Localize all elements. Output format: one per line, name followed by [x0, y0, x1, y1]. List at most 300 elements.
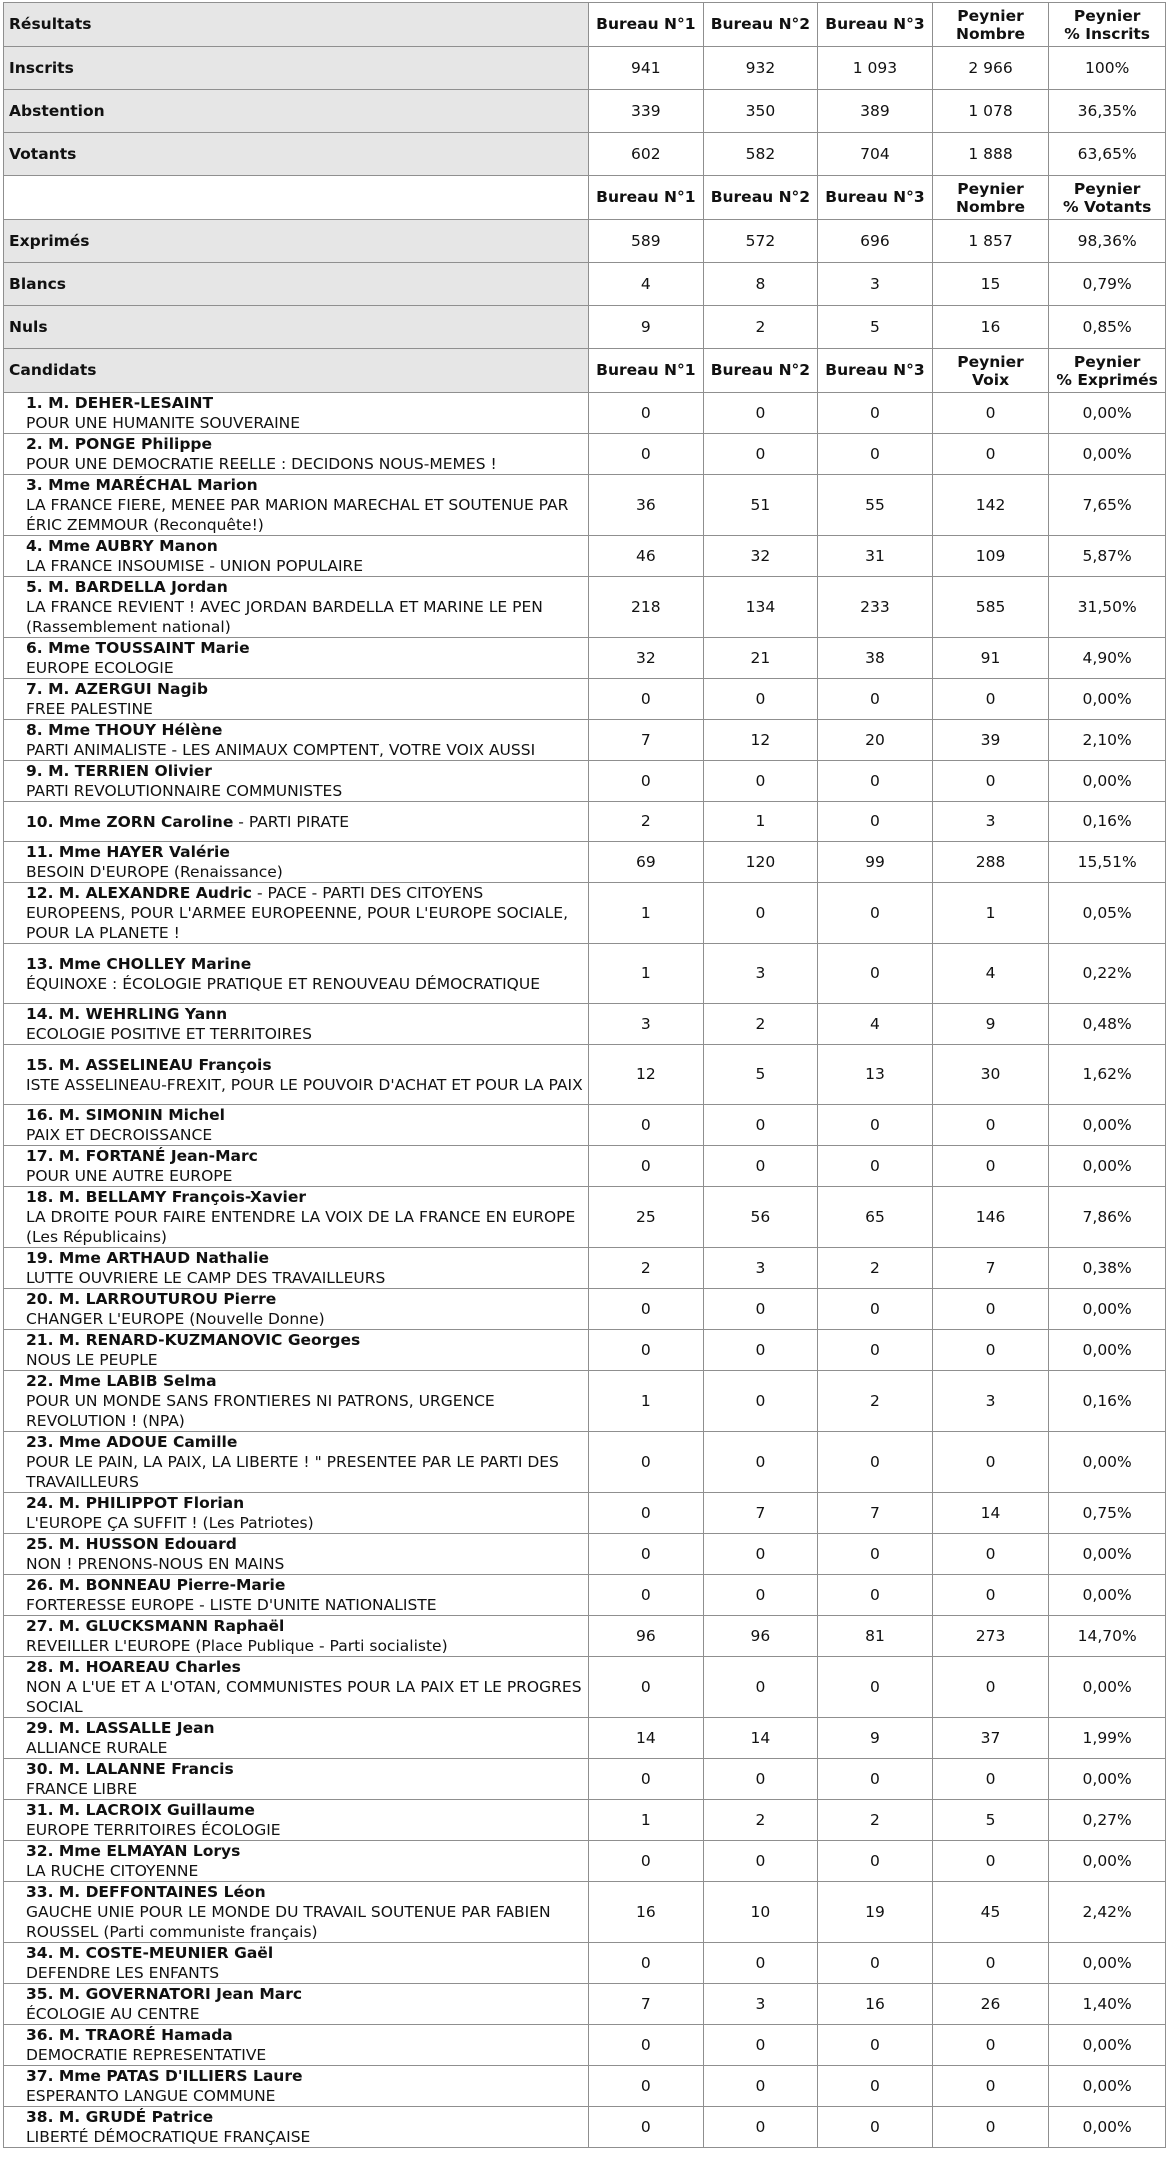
bureau-2-value: 932: [703, 47, 818, 90]
bureau-2-votes: 0: [703, 883, 818, 944]
header-peynier-pct: Peynier % Votants: [1049, 176, 1166, 220]
peynier-votes: 585: [932, 577, 1049, 638]
peynier-pct-exprimes: 5,87%: [1049, 536, 1166, 577]
candidate-list-name: FRANCE LIBRE: [26, 1780, 138, 1798]
candidate-list-name: ISTE ASSELINEAU-FREXIT, POUR LE POUVOIR D'ACHAT ET POUR LA PAIX: [26, 1075, 583, 1094]
candidate-name: 11. Mme HAYER Valérie: [26, 843, 230, 861]
bureau-2-votes: 3: [703, 1248, 818, 1289]
candidate-cell: [4, 2107, 589, 2148]
bureau-2-votes: 0: [703, 1432, 818, 1493]
candidate-cell: [4, 1984, 589, 2025]
candidate-list-name: EUROPE ECOLOGIE: [26, 659, 174, 677]
candidate-name: 31. M. LACROIX Guillaume: [26, 1801, 255, 1819]
bureau-3-votes: 0: [818, 2025, 933, 2066]
peynier-votes: 288: [932, 842, 1049, 883]
bureau-3-votes: 2: [818, 1800, 933, 1841]
candidate-list-name: DEFENDRE LES ENFANTS: [26, 1964, 220, 1982]
candidate-cell: [4, 1289, 589, 1330]
candidate-name: 8. Mme THOUY Hélène: [26, 721, 223, 739]
bureau-1-votes: 46: [589, 536, 704, 577]
candidate-cell: [4, 475, 589, 536]
peynier-votes: 0: [932, 1759, 1049, 1800]
candidate-name: 18. M. BELLAMY François-Xavier: [26, 1188, 307, 1206]
peynier-votes: 4: [932, 944, 1049, 1004]
peynier-votes: 30: [932, 1045, 1049, 1105]
candidate-cell: [4, 2025, 589, 2066]
candidate-name: 33. M. DEFFONTAINES Léon: [26, 1883, 266, 1901]
bureau-1-votes: 0: [589, 1534, 704, 1575]
bureau-3-votes: 9: [818, 1718, 933, 1759]
bureau-2-value: 2: [703, 306, 818, 349]
bureau-1-votes: 0: [589, 1105, 704, 1146]
bureau-3-votes: 31: [818, 536, 933, 577]
bureau-1-votes: 3: [589, 1004, 704, 1045]
candidate-row: [4, 1248, 1166, 1289]
bureau-1-value: 941: [589, 47, 704, 90]
candidate-name: 26. M. BONNEAU Pierre-Marie: [26, 1576, 286, 1594]
candidate-row: [4, 1841, 1166, 1882]
bureau-3-votes: 0: [818, 1146, 933, 1187]
peynier-total-value: 1 857: [932, 220, 1049, 263]
peynier-votes: 0: [932, 434, 1049, 475]
candidate-list-name: POUR UN MONDE SANS FRONTIERES NI PATRONS, URGENCE REVOLUTION ! (NPA): [26, 1392, 495, 1430]
bureau-2-value: 572: [703, 220, 818, 263]
header-bureau-2: Bureau N°2: [703, 349, 818, 393]
candidate-list-name: NON ! PRENONS-NOUS EN MAINS: [26, 1555, 285, 1573]
header-peynier-pct: Peynier % Exprimés: [1049, 349, 1166, 393]
candidate-cell: [4, 1432, 589, 1493]
bureau-1-votes: 7: [589, 1984, 704, 2025]
candidate-row: [4, 1882, 1166, 1943]
header-bureau-3: Bureau N°3: [818, 349, 933, 393]
peynier-pct-exprimes: 0,00%: [1049, 1759, 1166, 1800]
header-peynier-count: Peynier Voix: [932, 349, 1049, 393]
bureau-1-votes: 0: [589, 761, 704, 802]
candidate-cell: [4, 1800, 589, 1841]
peynier-votes: 0: [932, 2066, 1049, 2107]
bureau-3-votes: 0: [818, 761, 933, 802]
stat-row: [4, 263, 1166, 306]
bureau-3-votes: 0: [818, 393, 933, 434]
candidate-list-name: ALLIANCE RURALE: [26, 1739, 168, 1757]
bureau-2-value: 582: [703, 133, 818, 176]
candidate-cell: [4, 1759, 589, 1800]
bureau-3-votes: 0: [818, 2066, 933, 2107]
bureau-1-votes: 1: [589, 1800, 704, 1841]
candidate-row: [4, 802, 1166, 842]
bureau-2-votes: 0: [703, 2107, 818, 2148]
bureau-3-votes: 0: [818, 679, 933, 720]
candidate-list-name: FORTERESSE EUROPE - LISTE D'UNITE NATIONALISTE: [26, 1596, 437, 1614]
candidate-cell: [4, 1943, 589, 1984]
results-table-body: [4, 3, 1166, 2148]
bureau-2-votes: 0: [703, 434, 818, 475]
bureau-2-votes: 56: [703, 1187, 818, 1248]
peynier-pct-exprimes: 0,00%: [1049, 1289, 1166, 1330]
peynier-pct-exprimes: 0,16%: [1049, 802, 1166, 842]
candidate-list-name: POUR UNE AUTRE EUROPE: [26, 1167, 233, 1185]
candidate-cell: [4, 1534, 589, 1575]
peynier-pct-exprimes: 0,48%: [1049, 1004, 1166, 1045]
bureau-3-votes: 0: [818, 1432, 933, 1493]
candidate-row: [4, 1800, 1166, 1841]
candidate-row: [4, 720, 1166, 761]
peynier-pct-exprimes: 0,00%: [1049, 1146, 1166, 1187]
peynier-pct-value: 100%: [1049, 47, 1166, 90]
bureau-1-votes: 0: [589, 1493, 704, 1534]
candidate-row: [4, 2025, 1166, 2066]
bureau-1-votes: 0: [589, 2066, 704, 2107]
candidate-name: 14. M. WEHRLING Yann: [26, 1005, 228, 1023]
candidate-row: [4, 434, 1166, 475]
candidate-name: 21. M. RENARD-KUZMANOVIC Georges: [26, 1331, 361, 1349]
bureau-2-votes: 0: [703, 2066, 818, 2107]
bureau-1-value: 589: [589, 220, 704, 263]
bureau-1-votes: 12: [589, 1045, 704, 1105]
bureau-1-votes: 36: [589, 475, 704, 536]
candidate-row: [4, 2107, 1166, 2148]
bureau-3-votes: 99: [818, 842, 933, 883]
bureau-3-votes: 19: [818, 1882, 933, 1943]
candidate-row: [4, 2066, 1166, 2107]
candidate-row: [4, 1432, 1166, 1493]
candidate-cell: [4, 1575, 589, 1616]
peynier-pct-exprimes: 2,42%: [1049, 1882, 1166, 1943]
bureau-3-value: 3: [818, 263, 933, 306]
peynier-votes: 14: [932, 1493, 1049, 1534]
candidate-name: 9. M. TERRIEN Olivier: [26, 762, 212, 780]
bureau-2-value: 350: [703, 90, 818, 133]
bureau-2-votes: 0: [703, 1943, 818, 1984]
bureau-2-votes: 2: [703, 1800, 818, 1841]
bureau-1-votes: 16: [589, 1882, 704, 1943]
bureau-1-votes: 0: [589, 393, 704, 434]
peynier-pct-exprimes: 1,99%: [1049, 1718, 1166, 1759]
candidate-row: [4, 1616, 1166, 1657]
bureau-3-votes: 0: [818, 944, 933, 1004]
bureau-1-value: 602: [589, 133, 704, 176]
bureau-2-votes: 0: [703, 1841, 818, 1882]
peynier-pct-exprimes: 0,00%: [1049, 1330, 1166, 1371]
peynier-votes: 0: [932, 1943, 1049, 1984]
peynier-pct-exprimes: 0,00%: [1049, 393, 1166, 434]
candidate-list-name: PAIX ET DECROISSANCE: [26, 1126, 213, 1144]
candidate-row: [4, 1004, 1166, 1045]
bureau-1-votes: 0: [589, 1575, 704, 1616]
bureau-3-votes: 0: [818, 1943, 933, 1984]
stat-label: Nuls: [4, 306, 589, 349]
peynier-votes: 1: [932, 883, 1049, 944]
candidate-name: 32. Mme ELMAYAN Lorys: [26, 1842, 241, 1860]
bureau-2-votes: 12: [703, 720, 818, 761]
candidate-name: 3. Mme MARÉCHAL Marion: [26, 476, 258, 494]
candidate-row: [4, 679, 1166, 720]
bureau-3-votes: 38: [818, 638, 933, 679]
peynier-pct-value: 36,35%: [1049, 90, 1166, 133]
candidate-cell: [4, 1187, 589, 1248]
header-candidats: Candidats: [4, 349, 589, 393]
peynier-total-value: 1 078: [932, 90, 1049, 133]
peynier-pct-exprimes: 0,27%: [1049, 1800, 1166, 1841]
candidate-name: 19. Mme ARTHAUD Nathalie: [26, 1249, 269, 1267]
peynier-pct-exprimes: 0,00%: [1049, 1575, 1166, 1616]
peynier-pct-exprimes: 31,50%: [1049, 577, 1166, 638]
bureau-1-votes: 0: [589, 1289, 704, 1330]
candidate-row: [4, 1289, 1166, 1330]
stat-label: Inscrits: [4, 47, 589, 90]
candidate-cell: [4, 434, 589, 475]
bureau-1-votes: 0: [589, 1146, 704, 1187]
candidate-list-name: LA FRANCE INSOUMISE - UNION POPULAIRE: [26, 557, 364, 575]
candidate-name: 6. Mme TOUSSAINT Marie: [26, 639, 250, 657]
stat-row: [4, 220, 1166, 263]
candidate-list-name: POUR UNE HUMANITE SOUVERAINE: [26, 414, 301, 432]
bureau-1-votes: 96: [589, 1616, 704, 1657]
header-bureau-3: Bureau N°3: [818, 176, 933, 220]
peynier-votes: 0: [932, 679, 1049, 720]
stat-label: Blancs: [4, 263, 589, 306]
bureau-3-value: 696: [818, 220, 933, 263]
candidate-cell: [4, 1882, 589, 1943]
bureau-1-votes: 0: [589, 1943, 704, 1984]
candidate-cell: [4, 1045, 589, 1105]
candidate-list-name: LA FRANCE FIERE, MENEE PAR MARION MARECHAL ET SOUTENUE PAR ÉRIC ZEMMOUR (Reconquête!): [26, 496, 569, 534]
bureau-2-votes: 0: [703, 2025, 818, 2066]
header-bureau-2: Bureau N°2: [703, 176, 818, 220]
candidate-row: [4, 393, 1166, 434]
candidate-list-name: ÉCOLOGIE AU CENTRE: [26, 2005, 200, 2023]
bureau-3-votes: 7: [818, 1493, 933, 1534]
candidate-cell: [4, 1248, 589, 1289]
candidate-list-name: POUR LE PAIN, LA PAIX, LA LIBERTE ! " PRESENTEE PAR LE PARTI DES TRAVAILLEURS: [26, 1453, 559, 1491]
candidate-row: [4, 536, 1166, 577]
bureau-2-votes: 0: [703, 1759, 818, 1800]
bureau-3-votes: 0: [818, 1105, 933, 1146]
peynier-votes: 0: [932, 761, 1049, 802]
bureau-3-votes: 0: [818, 434, 933, 475]
peynier-votes: 3: [932, 802, 1049, 842]
candidate-cell: [4, 842, 589, 883]
peynier-pct-value: 0,79%: [1049, 263, 1166, 306]
stat-row: [4, 90, 1166, 133]
candidate-list-name: CHANGER L'EUROPE (Nouvelle Donne): [26, 1310, 325, 1328]
bureau-3-value: 389: [818, 90, 933, 133]
candidate-cell: [4, 577, 589, 638]
header-peynier-pct-inscrits: Peynier % Inscrits: [1049, 3, 1166, 47]
peynier-pct-exprimes: 0,00%: [1049, 1534, 1166, 1575]
bureau-3-votes: 20: [818, 720, 933, 761]
candidate-cell: [4, 1493, 589, 1534]
bureau-3-votes: 0: [818, 1575, 933, 1616]
bureau-3-votes: 0: [818, 1330, 933, 1371]
candidate-name: 1. M. DEHER-LESAINT: [26, 394, 214, 412]
candidate-row: [4, 1984, 1166, 2025]
peynier-votes: 146: [932, 1187, 1049, 1248]
peynier-pct-value: 0,85%: [1049, 306, 1166, 349]
bureau-2-votes: 0: [703, 1289, 818, 1330]
candidate-list-name: DEMOCRATIE REPRESENTATIVE: [26, 2046, 267, 2064]
candidate-cell: [4, 2066, 589, 2107]
bureau-1-value: 4: [589, 263, 704, 306]
bureau-1-votes: 0: [589, 434, 704, 475]
bureau-3-value: 704: [818, 133, 933, 176]
candidate-name: 24. M. PHILIPPOT Florian: [26, 1494, 245, 1512]
bureau-3-votes: 0: [818, 883, 933, 944]
peynier-votes: 45: [932, 1882, 1049, 1943]
header-bureau-1: Bureau N°1: [589, 176, 704, 220]
peynier-pct-exprimes: 0,00%: [1049, 434, 1166, 475]
bureau-2-votes: 7: [703, 1493, 818, 1534]
candidate-list-name: NON A L'UE ET A L'OTAN, COMMUNISTES POUR LA PAIX ET LE PROGRES SOCIAL: [26, 1678, 582, 1716]
peynier-votes: 109: [932, 536, 1049, 577]
bureau-2-votes: 0: [703, 1534, 818, 1575]
candidate-list-name: LA DROITE POUR FAIRE ENTENDRE LA VOIX DE LA FRANCE EN EUROPE (Les Républicains): [26, 1208, 576, 1246]
bureau-3-votes: 2: [818, 1248, 933, 1289]
bureau-2-value: 8: [703, 263, 818, 306]
candidate-cell: [4, 536, 589, 577]
candidate-list-name: REVEILLER L'EUROPE (Place Publique - Parti socialiste): [26, 1637, 448, 1655]
candidate-cell: [4, 720, 589, 761]
bureau-3-votes: 81: [818, 1616, 933, 1657]
header-blank: [4, 176, 589, 220]
candidate-name: 7. M. AZERGUI Nagib: [26, 680, 208, 698]
bureau-3-votes: 65: [818, 1187, 933, 1248]
bureau-3-votes: 233: [818, 577, 933, 638]
header-results: Résultats: [4, 3, 589, 47]
bureau-1-votes: 1: [589, 883, 704, 944]
bureau-2-votes: 3: [703, 944, 818, 1004]
candidate-row: [4, 1045, 1166, 1105]
candidate-cell: [4, 1371, 589, 1432]
peynier-pct-exprimes: 0,05%: [1049, 883, 1166, 944]
peynier-votes: 0: [932, 2107, 1049, 2148]
stat-row: [4, 133, 1166, 176]
bureau-1-votes: 1: [589, 1371, 704, 1432]
candidate-list-name: NOUS LE PEUPLE: [26, 1351, 158, 1369]
candidate-cell: [4, 1841, 589, 1882]
candidate-row: [4, 475, 1166, 536]
bureau-1-votes: 32: [589, 638, 704, 679]
bureau-2-votes: 0: [703, 1657, 818, 1718]
candidate-name: 4. Mme AUBRY Manon: [26, 537, 218, 555]
candidate-name: 13. Mme CHOLLEY Marine: [26, 954, 252, 973]
bureau-3-votes: 55: [818, 475, 933, 536]
peynier-total-value: 15: [932, 263, 1049, 306]
peynier-pct-exprimes: 0,00%: [1049, 2107, 1166, 2148]
bureau-1-votes: 0: [589, 1759, 704, 1800]
stat-label: Exprimés: [4, 220, 589, 263]
peynier-votes: 0: [932, 393, 1049, 434]
peynier-pct-exprimes: 4,90%: [1049, 638, 1166, 679]
bureau-1-value: 339: [589, 90, 704, 133]
peynier-votes: 5: [932, 1800, 1049, 1841]
candidate-list-name: LIBERTÉ DÉMOCRATIQUE FRANÇAISE: [26, 2128, 311, 2146]
peynier-pct-exprimes: 0,00%: [1049, 1105, 1166, 1146]
bureau-2-votes: 5: [703, 1045, 818, 1105]
peynier-votes: 37: [932, 1718, 1049, 1759]
bureau-2-votes: 0: [703, 1146, 818, 1187]
candidate-name: 38. M. GRUDÉ Patrice: [26, 2108, 214, 2126]
candidate-name: 5. M. BARDELLA Jordan: [26, 578, 228, 596]
candidate-list-name: - PACE - PARTI DES CITOYENS EUROPEENS, POUR L'ARMEE EUROPEENNE, POUR L'EUROPE SOCIALE, POUR LA PLANETE !: [26, 884, 569, 942]
header-bureau-1: Bureau N°1: [589, 349, 704, 393]
candidate-list-name: PARTI ANIMALISTE - LES ANIMAUX COMPTENT, VOTRE VOIX AUSSI: [26, 741, 536, 759]
bureau-2-votes: 134: [703, 577, 818, 638]
candidate-list-name: ESPERANTO LANGUE COMMUNE: [26, 2087, 276, 2105]
bureau-2-votes: 0: [703, 1371, 818, 1432]
peynier-votes: 39: [932, 720, 1049, 761]
header-row: [4, 349, 1166, 393]
candidate-name: 28. M. HOAREAU Charles: [26, 1658, 241, 1676]
header-bureau-1: Bureau N°1: [589, 3, 704, 47]
bureau-2-votes: 1: [703, 802, 818, 842]
peynier-votes: 0: [932, 1330, 1049, 1371]
bureau-3-value: 1 093: [818, 47, 933, 90]
candidate-row: [4, 1759, 1166, 1800]
bureau-1-votes: 0: [589, 1657, 704, 1718]
bureau-3-votes: 0: [818, 1289, 933, 1330]
candidate-name: 12. M. ALEXANDRE Audric: [26, 884, 252, 902]
candidate-list-name: - PARTI PIRATE: [238, 812, 350, 831]
candidate-list-name: L'EUROPE ÇA SUFFIT ! (Les Patriotes): [26, 1514, 314, 1532]
candidate-cell: [4, 944, 589, 1004]
peynier-pct-exprimes: 0,22%: [1049, 944, 1166, 1004]
header-peynier-count: Peynier Nombre: [932, 176, 1049, 220]
peynier-pct-exprimes: 0,00%: [1049, 1657, 1166, 1718]
candidate-name: 17. M. FORTANÉ Jean-Marc: [26, 1147, 258, 1165]
peynier-pct-value: 98,36%: [1049, 220, 1166, 263]
bureau-3-votes: 0: [818, 1657, 933, 1718]
candidate-name: 25. M. HUSSON Edouard: [26, 1535, 237, 1553]
bureau-1-value: 9: [589, 306, 704, 349]
peynier-pct-exprimes: 0,00%: [1049, 761, 1166, 802]
candidate-row: [4, 883, 1166, 944]
candidate-list-name: LA RUCHE CITOYENNE: [26, 1862, 199, 1880]
candidate-cell: [4, 638, 589, 679]
peynier-total-value: 16: [932, 306, 1049, 349]
bureau-1-votes: 218: [589, 577, 704, 638]
bureau-2-votes: 0: [703, 761, 818, 802]
candidate-row: [4, 1718, 1166, 1759]
peynier-pct-exprimes: 0,00%: [1049, 1841, 1166, 1882]
candidate-list-name: LA FRANCE REVIENT ! AVEC JORDAN BARDELLA ET MARINE LE PEN (Rassemblement national): [26, 598, 543, 636]
candidate-cell: [4, 1330, 589, 1371]
bureau-1-votes: 0: [589, 1841, 704, 1882]
peynier-votes: 26: [932, 1984, 1049, 2025]
bureau-2-votes: 0: [703, 1575, 818, 1616]
bureau-2-votes: 96: [703, 1616, 818, 1657]
candidate-cell: [4, 1004, 589, 1045]
candidate-row: [4, 1534, 1166, 1575]
candidate-list-name: ÉQUINOXE : ÉCOLOGIE PRATIQUE ET RENOUVEAU DÉMOCRATIQUE: [26, 974, 541, 993]
candidate-name: 34. M. COSTE-MEUNIER Gaël: [26, 1944, 274, 1962]
bureau-2-votes: 0: [703, 1330, 818, 1371]
peynier-pct-exprimes: 0,75%: [1049, 1493, 1166, 1534]
peynier-votes: 91: [932, 638, 1049, 679]
candidate-list-name: BESOIN D'EUROPE (Renaissance): [26, 863, 283, 881]
bureau-2-votes: 10: [703, 1882, 818, 1943]
peynier-votes: 0: [932, 1534, 1049, 1575]
bureau-3-votes: 0: [818, 1759, 933, 1800]
peynier-pct-exprimes: 1,40%: [1049, 1984, 1166, 2025]
candidate-name: 15. M. ASSELINEAU François: [26, 1055, 272, 1074]
bureau-1-votes: 69: [589, 842, 704, 883]
peynier-votes: 142: [932, 475, 1049, 536]
bureau-1-votes: 0: [589, 679, 704, 720]
peynier-votes: 7: [932, 1248, 1049, 1289]
candidate-cell: [4, 1616, 589, 1657]
candidate-name: 37. Mme PATAS D'ILLIERS Laure: [26, 2067, 303, 2085]
